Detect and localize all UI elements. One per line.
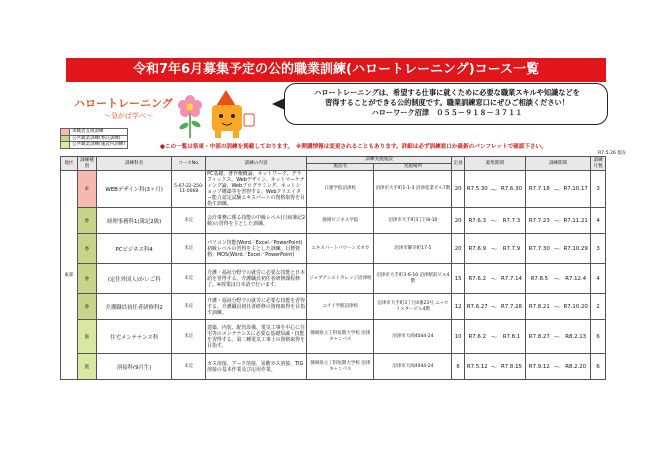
training-months: 4	[591, 264, 606, 294]
course-code: 未定	[172, 264, 206, 294]
location: 沼津市大手町3丁目8-10	[374, 208, 452, 234]
as-of-date: R7.5.26 現在	[598, 151, 627, 156]
recruit-end: R7.8.15	[498, 354, 525, 380]
legend-swatch	[61, 142, 70, 149]
tilde-separator: ～	[553, 294, 561, 320]
facility-name: 日建学院沼津校	[307, 171, 374, 208]
tilde-separator: ～	[553, 171, 561, 208]
table-row	[61, 234, 606, 264]
course-name: PCビジネス科4	[96, 234, 172, 264]
training-end: R8.2.13	[561, 320, 590, 354]
logo-main-text: ハロートレーニング	[74, 97, 173, 110]
header-capacity: 定員	[452, 157, 465, 171]
location: 沼津市大手町1-1-3 沼津産業ビル7階	[374, 171, 452, 208]
training-months: 6	[591, 320, 606, 354]
facility-name: ニチイ学館沼津校	[307, 294, 374, 320]
page-title: 令和7年6月募集予定の公的職業訓練(ハロートレーニング)コース一覧	[66, 58, 606, 82]
course-code: 未定	[172, 320, 206, 354]
tilde-separator: ～	[553, 264, 561, 294]
course-content: PC基礎、著作権概論、ネットワーク、グラフィックス、Webデザイン、ネットマーケティング論、Webプログラミング、ネットショップ構築等を習得する。Webクリエイター能力認定試験エキスパートの資格取得を目指す訓練。	[207, 171, 305, 207]
course-name: 溶接科(9月生)	[96, 354, 172, 380]
training-months: 4	[591, 208, 606, 234]
tilde-separator: ～	[490, 294, 498, 320]
training-start: R7.7.18	[525, 171, 552, 208]
training-months: 2	[591, 294, 606, 320]
bubble-line-2: 習得することができる公的制度です。職業訓練窓口にぜひご相談ください！	[325, 98, 569, 107]
header-training-period: 訓練期間	[525, 157, 590, 171]
notice-text: ●この一覧は県東・中部の訓練を掲載しております。 ※開講情報は変更されることもあります。詳細は必ず訓練窓口か最新のパンフレットで確認下さい。	[160, 144, 547, 150]
recruit-end: R7.7.3	[498, 208, 525, 234]
training-start: R7.8.21	[525, 294, 552, 320]
course-content: 介護・福祉分野での就労に必要な技能を習得する。介護職員初任者研修の資格取得を目指す訓練。	[206, 294, 307, 320]
training-months: 6	[591, 354, 606, 380]
training-start: R7.7.30	[525, 234, 552, 264]
recruit-start: R7.5.12	[464, 354, 489, 380]
tilde-separator: ～	[553, 354, 561, 380]
training-end: R7.10.20	[561, 294, 590, 320]
tilde-separator: ～	[490, 320, 498, 354]
facility-name: ジョブアシストカレッジ沼津校	[307, 264, 374, 294]
tilde-separator: ～	[490, 171, 498, 208]
region-cell: 東部	[61, 171, 78, 380]
header-row	[61, 157, 606, 164]
course-table	[60, 156, 606, 380]
facility-name: 静岡県立工科短期大学校 沼津キャンパス	[307, 354, 374, 380]
course-content: ガス溶接、アーク溶接、炭酸ガス溶接、TIG溶接の基本作業及び応用作業。	[206, 354, 307, 380]
course-name: 住宅メンテナンス科	[96, 320, 172, 354]
capacity: 20	[452, 208, 465, 234]
capacity: 15	[452, 264, 465, 294]
capacity: 10	[452, 320, 465, 354]
recruit-start: R7.5.30	[464, 171, 489, 208]
facility-name: エキスパートパワーシズオカ	[307, 234, 374, 264]
flower-icon	[178, 95, 202, 138]
training-start: R7.8.5	[525, 264, 552, 294]
header-region: 地区	[61, 157, 78, 171]
table-row	[61, 208, 606, 234]
table-row	[61, 264, 606, 294]
tilde-separator: ～	[553, 320, 561, 354]
character-icon	[212, 90, 254, 138]
training-type-cell: 委	[77, 208, 96, 234]
course-name: (定住外国人)かいご科	[96, 264, 172, 294]
table-row	[61, 171, 606, 208]
course-name: 介護職員初任者研修科2	[96, 294, 172, 320]
hello-training-logo	[74, 95, 173, 125]
training-start: R7.7.23	[525, 208, 552, 234]
legend-label: 求職者支援訓練	[70, 129, 128, 136]
recruit-start: R7.6.27	[464, 294, 489, 320]
recruit-end: R7.7.9	[498, 234, 525, 264]
legend-row	[61, 142, 128, 149]
tilde-separator: ～	[553, 208, 561, 234]
header-facility: 施設名	[307, 164, 374, 171]
course-code: 未定	[172, 234, 206, 264]
header-recruit-period: 募集期間	[464, 157, 525, 171]
training-type-cell: 求	[77, 171, 96, 208]
header-course-name: 訓練科名	[96, 157, 172, 171]
training-end: R8.2.20	[561, 354, 590, 380]
recruit-start: R7.6.2	[464, 320, 489, 354]
header-field: 訓練種別	[77, 157, 96, 171]
tilde-separator: ～	[490, 234, 498, 264]
course-content: 建築、内装、配管設備、電気工事を中心に住宅等のメンテナンスに必要な基礎知識・技能を習得する。第二種電気工事士の資格取得を目指す。	[206, 320, 307, 354]
header-venue-group: 訓練実施施設	[307, 157, 452, 164]
recruit-start: R7.6.9	[464, 234, 489, 264]
facility-name: 静岡ビジネス学院	[307, 208, 374, 234]
recruit-end: R7.7.14	[498, 264, 525, 294]
training-end: R7.10.29	[561, 234, 590, 264]
training-type-cell: 委	[77, 264, 96, 294]
location: 沼津市大岡4044-24	[374, 320, 452, 354]
recruit-end: R7.7.28	[498, 294, 525, 320]
capacity: 20	[452, 171, 465, 208]
training-type-cell: 施	[77, 320, 96, 354]
location: 沼津市大手町3丁目4番23号 ニッセイスタービル4階	[374, 294, 452, 320]
course-code: 未定	[172, 294, 206, 320]
location: 沼津市大岡4044-24	[374, 354, 452, 380]
header-location: 実施場所	[374, 164, 452, 171]
training-type-cell: 委	[77, 294, 96, 320]
capacity: 6	[452, 354, 465, 380]
training-type-cell: 施	[77, 354, 96, 380]
course-content: パソコン技能(Word／Excel／PowerPoint)初級レベルの習得を主とした訓練。目標資格：MOS(Word／Excel／PowerPoint)	[206, 234, 307, 264]
legend-label: 公共職業訓練(施設内訓練)	[70, 142, 128, 149]
training-months: 3	[591, 234, 606, 264]
legend-table	[60, 128, 128, 149]
tilde-separator: ～	[490, 208, 498, 234]
tilde-separator: ～	[553, 234, 561, 264]
capacity: 12	[452, 294, 465, 320]
table-row	[61, 320, 606, 354]
header-content: 訓練の内容	[206, 157, 307, 171]
recruit-start: R7.6.3	[464, 208, 489, 234]
bubble-hellowork-phone: ハローワーク沼津 ０５５－９１８－３７１１	[371, 108, 523, 117]
bubble-line-1: ハロートレーニングは、希望する仕事に就くために必要な職業スキルや知識などを	[314, 88, 580, 97]
table-row	[61, 294, 606, 320]
mascot-illustration	[168, 88, 276, 140]
recruit-end: R7.6.30	[498, 171, 525, 208]
location: 沼津市大手町3-6-10 沼津駅前ビル4階	[374, 264, 452, 294]
training-end: R7.10.17	[561, 171, 590, 208]
legend-label: 公共職業訓練(委託訓練)	[70, 135, 128, 142]
course-code: 未定	[172, 208, 206, 234]
course-code: 5-07-22-250-11-0068	[172, 171, 206, 208]
course-name: 経理事務科1(簿記2級)	[96, 208, 172, 234]
training-months: 3	[591, 171, 606, 208]
course-name: WEBデザイン科(3ヶ月)	[96, 171, 172, 208]
location: 沼津市御幸町17-5	[374, 234, 452, 264]
course-content: 会計事務に係る技能の中級レベル(日商簿記2級)の習得を主とした訓練。	[206, 208, 307, 234]
capacity: 20	[452, 234, 465, 264]
table-row	[61, 354, 606, 380]
recruit-end: R7.8.1	[498, 320, 525, 354]
training-end: R7.11.21	[561, 208, 590, 234]
training-start: R7.9.12	[525, 354, 552, 380]
recruit-start: R7.6.2	[464, 264, 489, 294]
tilde-separator: ～	[490, 264, 498, 294]
info-speech-bubble	[284, 83, 608, 125]
course-code: 未定	[172, 354, 206, 380]
training-end: R7.12.4	[561, 264, 590, 294]
header-months: 訓練月数	[591, 157, 606, 171]
training-type-cell: 委	[77, 234, 96, 264]
header-course-no: コースNo.	[172, 157, 206, 171]
training-start: R7.8.27	[525, 320, 552, 354]
logo-sub-text: ～急がば学べ～	[104, 112, 153, 120]
facility-name: 静岡県立工科短期大学校 沼津キャンパス	[307, 320, 374, 354]
tilde-separator: ～	[490, 354, 498, 380]
course-content: 介護・福祉分野での就労に必要な技能と日本語を習得する。介護職員初任者研修課程修了。※授業は日本語で行います。	[206, 264, 307, 294]
